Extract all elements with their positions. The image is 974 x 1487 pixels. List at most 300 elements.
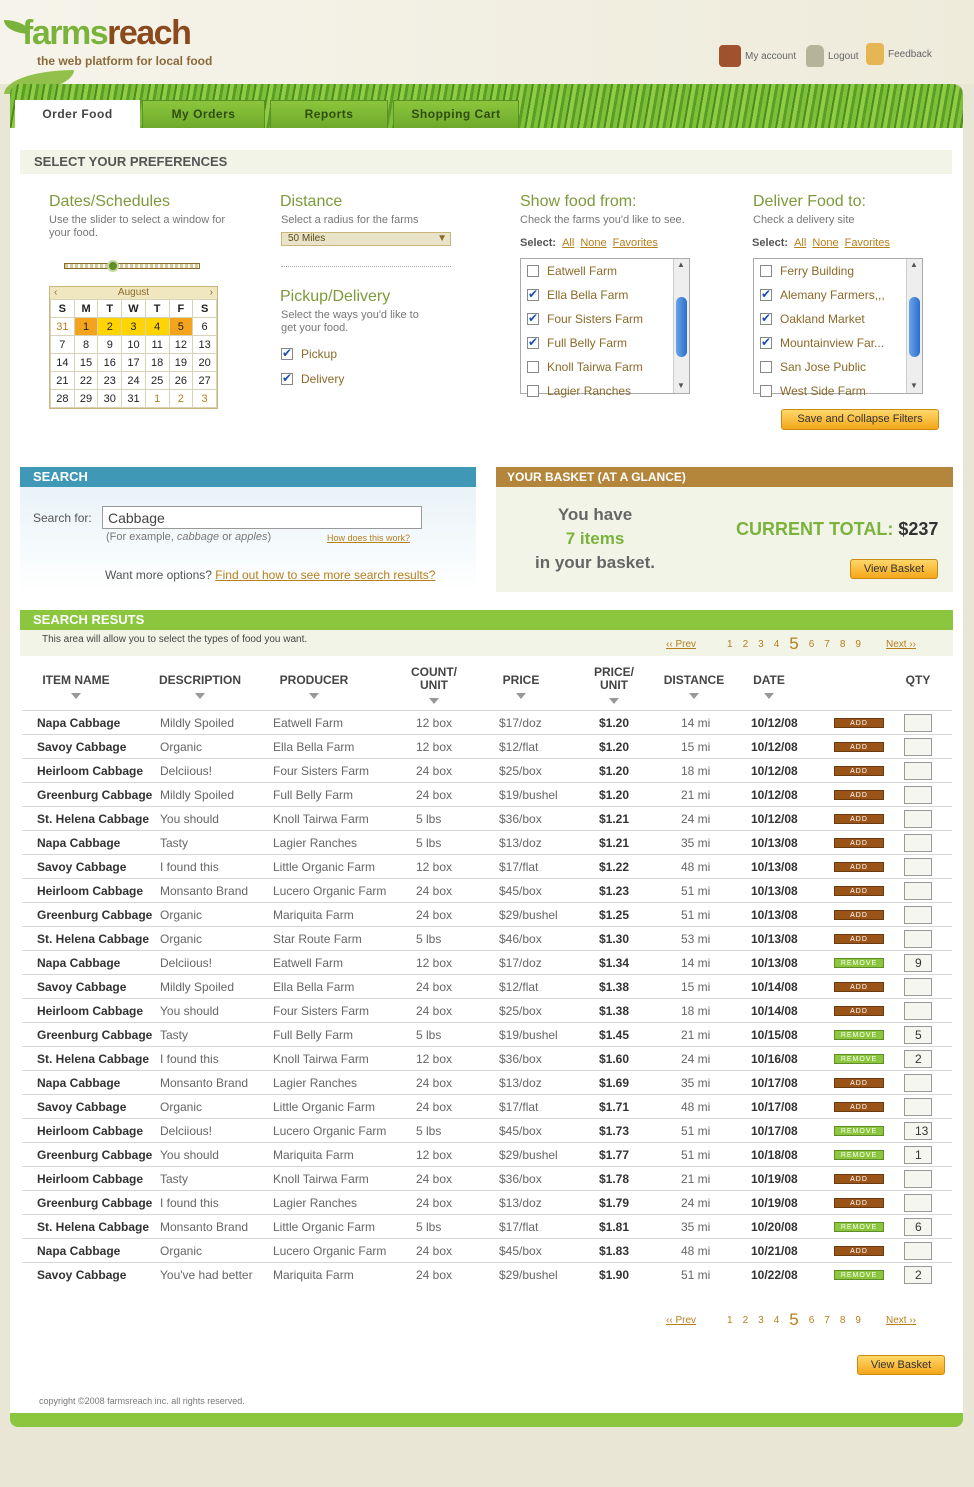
item-name: Savoy Cabbage	[37, 1100, 127, 1114]
item-price: $19/bushel	[499, 1028, 558, 1042]
distance-select[interactable]	[281, 232, 451, 246]
item-name: Heirloom Cabbage	[37, 884, 144, 898]
item-description: You should	[160, 1148, 219, 1162]
farm-option[interactable]	[521, 331, 689, 355]
calendar-day[interactable]: 28	[51, 390, 75, 408]
calendar-day-header: W	[122, 300, 146, 318]
site-label: San Jose Public	[780, 360, 867, 374]
quantity-input[interactable]	[904, 882, 932, 900]
item-price-unit: $1.20	[599, 740, 630, 754]
calendar-day[interactable]: 21	[51, 372, 75, 390]
sort-icon	[309, 693, 319, 699]
item-producer: Little Organic Farm	[273, 1100, 376, 1114]
checkbox-icon	[527, 361, 539, 373]
page-link[interactable]: 9	[855, 638, 861, 650]
item-price: $29/bushel	[499, 1148, 558, 1162]
hint-text: (For example,	[106, 531, 177, 543]
quantity-input[interactable]	[904, 930, 932, 948]
add-button[interactable]: ADD	[834, 1102, 884, 1112]
calendar-day[interactable]: 1	[74, 318, 98, 336]
calendar-day[interactable]: 18	[145, 354, 169, 372]
calendar-day-header: T	[145, 300, 169, 318]
table-row	[22, 950, 952, 974]
basket-heading: YOUR BASKET (AT A GLANCE)	[496, 467, 953, 487]
item-date: 10/21/08	[751, 1244, 798, 1258]
search-input[interactable]	[102, 506, 422, 529]
item-name: St. Helena Cabbage	[37, 1220, 150, 1234]
site-label: Mountainview Far...	[780, 336, 885, 350]
site-option[interactable]	[754, 307, 922, 331]
total-label: CURRENT TOTAL:	[736, 519, 894, 539]
add-button[interactable]: ADD	[834, 742, 884, 752]
select-all-link[interactable]: All	[562, 237, 575, 249]
select-favorites-link[interactable]: Favorites	[612, 237, 658, 249]
remove-button[interactable]: REMOVE	[834, 1222, 884, 1232]
logo[interactable]	[22, 14, 190, 53]
col-date[interactable]	[745, 674, 793, 699]
my-account-link[interactable]	[719, 45, 796, 67]
item-price: $12/flat	[499, 740, 539, 754]
item-date: 10/12/08	[751, 716, 798, 730]
item-price-unit: $1.38	[599, 1004, 630, 1018]
item-date: 10/17/08	[751, 1124, 798, 1138]
site-option[interactable]	[754, 283, 922, 307]
page-link[interactable]: 2	[742, 638, 749, 650]
table-row	[22, 1142, 952, 1166]
showfrom-desc: Check the farms you'd like to see.	[520, 214, 685, 226]
divider	[281, 266, 451, 267]
calendar-day-header: F	[169, 300, 193, 318]
lock-icon	[806, 45, 824, 67]
item-distance: 24 mi	[681, 812, 711, 826]
calendar-day[interactable]: 31	[51, 318, 75, 336]
item-name: Greenburg Cabbage	[37, 1028, 153, 1042]
select-favorites-link[interactable]: Favorites	[844, 237, 890, 249]
calendar-day[interactable]: 25	[145, 372, 169, 390]
farm-option[interactable]	[521, 307, 689, 331]
item-price: $36/box	[499, 812, 542, 826]
col-price[interactable]	[491, 674, 551, 699]
farm-label: Four Sisters Farm	[547, 312, 644, 326]
item-count-unit: 5 lbs	[416, 932, 442, 946]
distance-value: 50 Miles	[288, 233, 326, 244]
more-results-link[interactable]: Find out how to see more search results?	[215, 568, 436, 582]
date-slider[interactable]	[64, 259, 200, 273]
quantity-input[interactable]	[904, 714, 932, 732]
add-button[interactable]: ADD	[834, 1006, 884, 1016]
pickup-label: Pickup	[301, 347, 338, 361]
site-label: Alemany Farmers,,,	[780, 288, 885, 302]
add-button[interactable]: ADD	[834, 982, 884, 992]
item-producer: Mariquita Farm	[273, 908, 354, 922]
item-distance: 21 mi	[681, 788, 711, 802]
item-producer: Four Sisters Farm	[273, 1004, 370, 1018]
checkbox-checked-icon	[760, 289, 772, 301]
checkbox-checked-icon	[760, 337, 772, 349]
calendar-day[interactable]: 20	[193, 354, 217, 372]
tab-shopping-cart[interactable]: Shopping Cart	[393, 100, 519, 128]
view-basket-button[interactable]: View Basket	[850, 559, 938, 579]
slider-handle[interactable]	[107, 260, 119, 272]
calendar-day[interactable]: 2	[169, 390, 193, 408]
col-count-unit[interactable]	[404, 666, 464, 704]
calendar-day[interactable]: 8	[74, 336, 98, 354]
item-date: 10/19/08	[751, 1196, 798, 1210]
add-button[interactable]: ADD	[834, 814, 884, 824]
table-row	[22, 710, 952, 734]
add-button[interactable]: ADD	[834, 886, 884, 896]
item-price-unit: $1.20	[599, 764, 630, 778]
item-name: Greenburg Cabbage	[37, 788, 153, 802]
hint-text: or	[219, 531, 236, 543]
item-name: Savoy Cabbage	[37, 860, 127, 874]
quantity-input[interactable]	[904, 858, 932, 876]
briefcase-icon	[719, 45, 741, 67]
page-link[interactable]: 3	[758, 638, 764, 650]
tagline: the web platform for local food	[37, 54, 213, 68]
add-button[interactable]: ADD	[834, 766, 884, 776]
quantity-input[interactable]	[904, 762, 932, 780]
item-description: Delciious!	[160, 764, 213, 778]
page-link[interactable]: 8	[839, 638, 846, 650]
pickup-desc: Select the ways you'd like to get your food.	[281, 309, 419, 334]
feedback-link[interactable]	[866, 43, 932, 65]
table-row	[22, 854, 952, 878]
tab-order-food[interactable]: Order Food	[15, 100, 140, 129]
item-distance: 18 mi	[681, 764, 711, 778]
add-button[interactable]: ADD	[834, 1246, 884, 1256]
item-name: St. Helena Cabbage	[37, 1052, 150, 1066]
item-count-unit: 24 box	[416, 1076, 453, 1090]
calendar-day[interactable]: 15	[74, 354, 98, 372]
calendar-day[interactable]: 4	[145, 318, 169, 336]
clipboard-icon	[866, 43, 884, 65]
quantity-input[interactable]: 1	[904, 1146, 932, 1164]
checkbox-checked-icon	[760, 313, 772, 325]
calendar-day[interactable]: 17	[122, 354, 146, 372]
quantity-input[interactable]	[904, 978, 932, 996]
add-button[interactable]: ADD	[834, 1198, 884, 1208]
current-page[interactable]: 5	[789, 634, 799, 653]
col-label: PRODUCER	[279, 673, 349, 687]
page-link[interactable]: 7	[824, 1314, 830, 1326]
calendar-day[interactable]: 3	[193, 390, 217, 408]
col-label: PRICE	[502, 673, 540, 687]
page-link[interactable]: 1	[727, 638, 733, 650]
calendar-day[interactable]: 3	[122, 318, 146, 336]
quantity-input[interactable]	[904, 1074, 932, 1092]
preferences-heading: SELECT YOUR PREFERENCES	[20, 150, 952, 174]
item-price: $45/box	[499, 1124, 542, 1138]
col-description[interactable]	[155, 674, 245, 699]
item-date: 10/12/08	[751, 740, 798, 754]
item-date: 10/13/08	[751, 956, 798, 970]
scroll-down-icon[interactable]: ▼	[910, 381, 918, 390]
col-item-name[interactable]	[36, 674, 116, 699]
page-link[interactable]: 3	[758, 1314, 764, 1326]
item-name: Napa Cabbage	[37, 836, 121, 850]
quantity-input[interactable]	[904, 1170, 932, 1188]
item-price: $45/box	[499, 884, 542, 898]
add-button[interactable]: ADD	[834, 862, 884, 872]
item-distance: 24 mi	[681, 1196, 711, 1210]
item-date: 10/13/08	[751, 860, 798, 874]
item-count-unit: 5 lbs	[416, 836, 442, 850]
item-description: I found this	[160, 860, 219, 874]
calendar-month-header	[50, 287, 217, 299]
add-button[interactable]: ADD	[834, 910, 884, 920]
calendar-day[interactable]: 5	[169, 318, 193, 336]
item-price-unit: $1.60	[599, 1052, 630, 1066]
item-price-unit: $1.77	[599, 1148, 630, 1162]
calendar-day[interactable]: 1	[145, 390, 169, 408]
site-option[interactable]	[754, 331, 922, 355]
item-price: $25/box	[499, 1004, 542, 1018]
farm-label: Knoll Tairwa Farm	[547, 360, 643, 374]
quantity-input[interactable]: 2	[904, 1050, 932, 1068]
calendar-day[interactable]: 2	[98, 318, 122, 336]
tab-my-orders[interactable]: My Orders	[142, 100, 265, 128]
feedback-label: Feedback	[888, 48, 932, 60]
table-row	[22, 902, 952, 926]
calendar-day[interactable]: 6	[193, 318, 217, 336]
calendar-day-header: M	[74, 300, 98, 318]
quantity-input[interactable]	[904, 738, 932, 756]
item-distance: 35 mi	[681, 836, 711, 850]
quantity-input[interactable]: 13	[904, 1122, 932, 1140]
quantity-input[interactable]	[904, 1242, 932, 1260]
quantity-input[interactable]: 6	[904, 1218, 932, 1236]
item-producer: Star Route Farm	[273, 932, 362, 946]
checkbox-icon	[760, 265, 772, 277]
item-count-unit: 24 box	[416, 1196, 453, 1210]
logo-part-reach: reach	[107, 14, 191, 52]
col-price-unit[interactable]	[584, 666, 644, 704]
calendar-grid	[50, 299, 217, 408]
remove-button[interactable]: REMOVE	[834, 1150, 884, 1160]
item-producer: Full Belly Farm	[273, 788, 354, 802]
my-account-label: My account	[745, 50, 797, 62]
item-description: Mildly Spoiled	[160, 980, 235, 994]
item-price: $46/box	[499, 932, 542, 946]
sort-icon	[71, 693, 81, 699]
hint-example: cabbage	[176, 531, 220, 543]
table-row	[22, 998, 952, 1022]
item-price-unit: $1.25	[599, 908, 630, 922]
how-it-works-link[interactable]: How does this work?	[327, 533, 411, 543]
remove-button[interactable]: REMOVE	[834, 1030, 884, 1040]
quantity-input[interactable]	[904, 834, 932, 852]
calendar-day[interactable]: 14	[51, 354, 75, 372]
quantity-input[interactable]	[904, 786, 932, 804]
calendar-day[interactable]: 24	[122, 372, 146, 390]
add-button[interactable]: ADD	[834, 718, 884, 728]
add-button[interactable]: ADD	[834, 1078, 884, 1088]
page-link[interactable]: 9	[855, 1314, 861, 1326]
next-page-link[interactable]: Next ››	[885, 1314, 916, 1326]
item-price-unit: $1.21	[599, 812, 630, 826]
item-description: Organic	[160, 908, 203, 922]
item-producer: Lucero Organic Farm	[273, 884, 387, 898]
calendar-day[interactable]: 31	[122, 390, 146, 408]
remove-button[interactable]: REMOVE	[834, 1054, 884, 1064]
select-all-link[interactable]: All	[794, 237, 807, 249]
item-description: You should	[160, 812, 219, 826]
remove-button[interactable]: REMOVE	[834, 958, 884, 968]
col-producer[interactable]	[274, 674, 354, 699]
results-table	[22, 710, 952, 1286]
calendar-prev-icon[interactable]: ‹	[54, 287, 58, 298]
select-none-link[interactable]: None	[580, 237, 607, 249]
page-link[interactable]: 4	[773, 638, 780, 650]
item-name: Greenburg Cabbage	[37, 1196, 153, 1210]
sort-icon	[764, 693, 774, 699]
item-name: Heirloom Cabbage	[37, 1172, 144, 1186]
table-row	[22, 734, 952, 758]
deliver-select-row	[752, 237, 890, 249]
tab-reports[interactable]: Reports	[270, 100, 388, 128]
remove-button[interactable]: REMOVE	[834, 1270, 884, 1280]
table-row	[22, 1166, 952, 1190]
quantity-input[interactable]: 9	[904, 954, 932, 972]
item-count-unit: 24 box	[416, 1268, 453, 1282]
calendar	[49, 286, 218, 409]
view-basket-bottom-button[interactable]: View Basket	[857, 1355, 945, 1375]
site-option[interactable]	[754, 379, 922, 403]
slider-track	[64, 263, 200, 269]
site-label: Ferry Building	[780, 264, 855, 278]
prev-page-link[interactable]: ‹‹ Prev	[666, 638, 696, 650]
select-none-link[interactable]: None	[812, 237, 839, 249]
item-count-unit: 24 box	[416, 788, 453, 802]
page-link[interactable]: 8	[839, 1314, 846, 1326]
calendar-day[interactable]: 26	[169, 372, 193, 390]
calendar-day[interactable]: 27	[193, 372, 217, 390]
basket-item-count: 7 items	[565, 529, 625, 548]
add-button[interactable]: ADD	[834, 1174, 884, 1184]
scroll-down-icon[interactable]: ▼	[677, 381, 685, 390]
calendar-next-icon[interactable]: ›	[209, 287, 213, 298]
item-description: You should	[160, 1004, 219, 1018]
page-link[interactable]: 1	[727, 1314, 733, 1326]
col-label: ITEM NAME	[42, 673, 110, 687]
sort-icon	[609, 698, 619, 704]
distance-desc: Select a radius for the farms	[281, 214, 419, 226]
farm-label: Eatwell Farm	[547, 264, 618, 278]
deliver-desc: Check a delivery site	[753, 214, 855, 226]
item-count-unit: 24 box	[416, 1004, 453, 1018]
checkbox-icon	[760, 385, 772, 397]
calendar-day[interactable]: 19	[169, 354, 193, 372]
page-link[interactable]: 6	[808, 1314, 815, 1326]
farm-list-scrollbar[interactable]	[673, 259, 689, 393]
item-description: I found this	[160, 1052, 219, 1066]
item-description: Mildly Spoiled	[160, 788, 235, 802]
calendar-day[interactable]: 13	[193, 336, 217, 354]
item-name: Napa Cabbage	[37, 1076, 121, 1090]
table-row	[22, 830, 952, 854]
calendar-day[interactable]: 23	[98, 372, 122, 390]
add-button[interactable]: ADD	[834, 838, 884, 848]
item-description: I found this	[160, 1196, 219, 1210]
farm-option[interactable]	[521, 355, 689, 379]
delivery-checkbox[interactable]	[281, 372, 344, 386]
item-description: Monsanto Brand	[160, 1220, 249, 1234]
quantity-input[interactable]: 5	[904, 1026, 932, 1044]
item-price-unit: $1.79	[599, 1196, 630, 1210]
quantity-input[interactable]: 2	[904, 1266, 932, 1284]
calendar-day[interactable]: 16	[98, 354, 122, 372]
scroll-up-icon[interactable]: ▲	[677, 260, 685, 269]
add-button[interactable]: ADD	[834, 934, 884, 944]
calendar-day[interactable]: 22	[74, 372, 98, 390]
quantity-input[interactable]	[904, 906, 932, 924]
site-list-scrollbar[interactable]	[906, 259, 922, 393]
item-count-unit: 24 box	[416, 1172, 453, 1186]
quantity-input[interactable]	[904, 810, 932, 828]
calendar-day[interactable]: 29	[74, 390, 98, 408]
page-link[interactable]: 6	[808, 638, 815, 650]
item-description: Tasty	[160, 836, 189, 850]
table-row	[22, 974, 952, 998]
current-page[interactable]: 5	[789, 1310, 799, 1329]
item-count-unit: 24 box	[416, 1244, 453, 1258]
calendar-day[interactable]: 10	[122, 336, 146, 354]
farm-option[interactable]	[521, 379, 689, 403]
item-count-unit: 5 lbs	[416, 1028, 442, 1042]
logout-link[interactable]	[806, 45, 859, 67]
farm-option[interactable]	[521, 283, 689, 307]
page-link[interactable]: 4	[773, 1314, 780, 1326]
quantity-input[interactable]	[904, 1098, 932, 1116]
item-name: Savoy Cabbage	[37, 980, 127, 994]
page-link[interactable]: 7	[824, 638, 830, 650]
save-collapse-button[interactable]: Save and Collapse Filters	[781, 409, 939, 430]
calendar-day[interactable]: 30	[98, 390, 122, 408]
quantity-input[interactable]	[904, 1194, 932, 1212]
col-distance[interactable]	[660, 674, 728, 699]
page-link[interactable]: 2	[742, 1314, 749, 1326]
item-description: Delciious!	[160, 1124, 213, 1138]
scrollbar-thumb[interactable]	[676, 297, 687, 357]
site-option[interactable]	[754, 259, 922, 283]
item-date: 10/13/08	[751, 884, 798, 898]
basket-line: You have	[557, 505, 633, 524]
table-row	[22, 806, 952, 830]
add-button[interactable]: ADD	[834, 790, 884, 800]
calendar-day[interactable]: 11	[145, 336, 169, 354]
prev-page-link[interactable]: ‹‹ Prev	[666, 1314, 696, 1326]
item-price: $17/flat	[499, 1220, 539, 1234]
item-producer: Eatwell Farm	[273, 956, 344, 970]
calendar-day[interactable]: 9	[98, 336, 122, 354]
calendar-day[interactable]: 12	[169, 336, 193, 354]
item-count-unit: 5 lbs	[416, 1124, 442, 1138]
pickup-checkbox[interactable]	[281, 347, 337, 361]
next-page-link[interactable]: Next ››	[885, 638, 916, 650]
farm-option[interactable]	[521, 259, 689, 283]
item-description: Organic	[160, 1244, 203, 1258]
calendar-day[interactable]: 7	[51, 336, 75, 354]
scroll-up-icon[interactable]: ▲	[910, 260, 918, 269]
quantity-input[interactable]	[904, 1002, 932, 1020]
item-distance: 51 mi	[681, 884, 711, 898]
remove-button[interactable]: REMOVE	[834, 1126, 884, 1136]
site-option[interactable]	[754, 355, 922, 379]
item-price: $13/doz	[499, 836, 542, 850]
scrollbar-thumb[interactable]	[909, 297, 920, 357]
item-price-unit: $1.34	[599, 956, 630, 970]
